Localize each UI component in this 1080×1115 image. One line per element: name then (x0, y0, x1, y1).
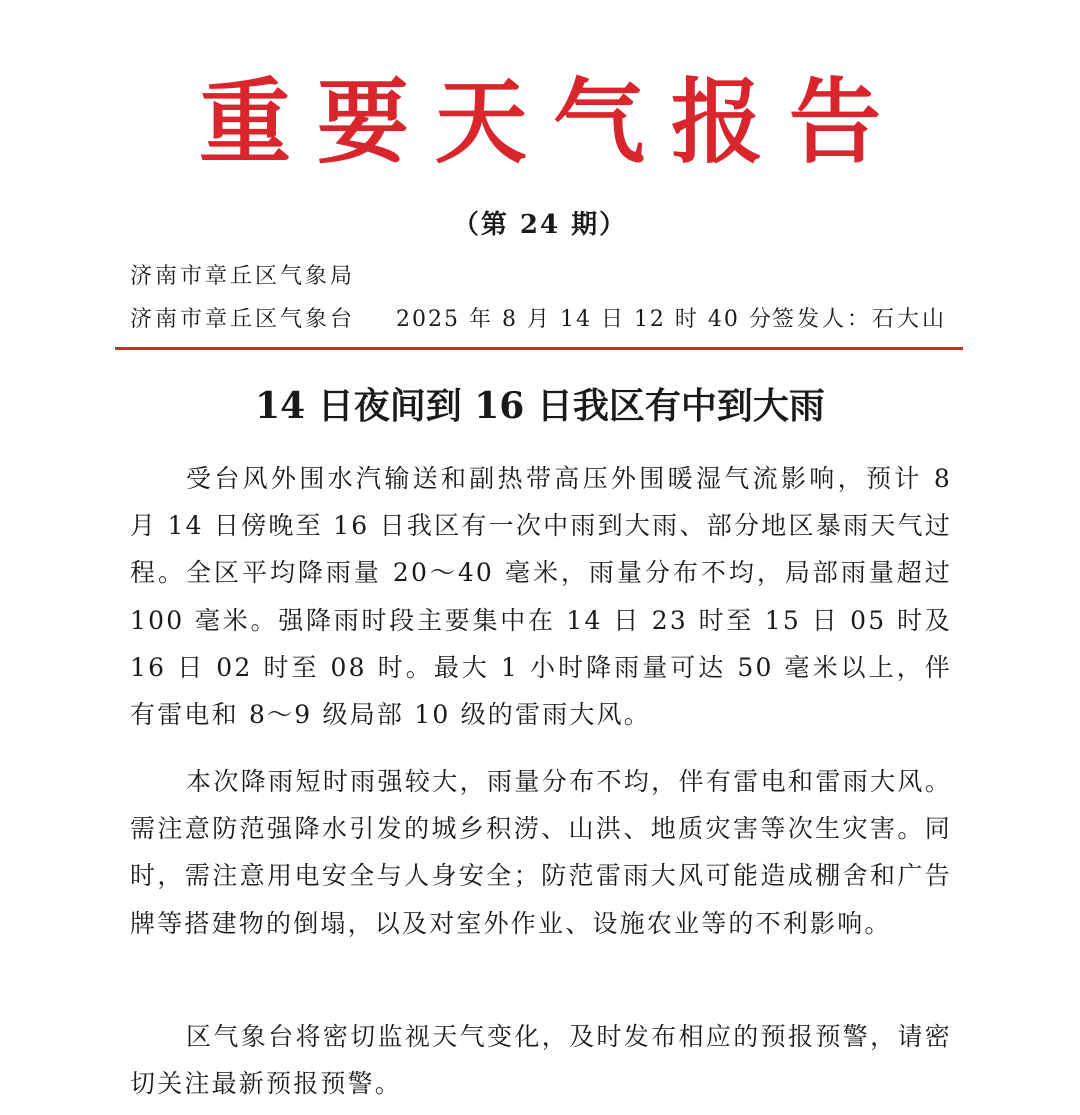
body-paragraph-3: 区气象台将密切监视天气变化，及时发布相应的预报预警，请密切关注最新预报预警。 (130, 1022, 952, 1099)
body-paragraph-2: 本次降雨短时雨强较大，雨量分布不均，伴有雷电和雷雨大风。需注意防范强降水引发的城乡积涝、山洪、地质灾害等次生灾害。同时，需注意用电安全与人身安全；防范雷雨大风可能造成棚舍和广告牌等搭建物的倒塌，以及对室外作业、设施农业等的不利影响。 (130, 767, 952, 938)
issuer-bureau: 济南市章丘区气象局 (130, 264, 356, 289)
signer: 签发人：石大山 (772, 307, 948, 332)
red-divider (115, 347, 963, 350)
issue-number: （第 24 期） (452, 210, 628, 240)
body-paragraph-1: 受台风外围水汽输送和副热带高压外围暖湿气流影响，预计 8 月 14 日傍晚至 16 日我区有一次中雨到大雨、部分地区暴雨天气过程。全区平均降雨量 20～40 毫米，雨量分布不均，局部雨量超过 100 毫米。强降雨时段主要集中在 14 日 23 时至 15 日 05 时及 16 日 02 时至 08 时。最大 1 小时降雨量可达 50 毫米以上，伴有雷电和 8～9 级局部 10 级的雷雨大风。 (130, 464, 952, 730)
issue-date: 2025 年 8 月 14 日 12 时 40 分 (396, 307, 773, 332)
issuer-station: 济南市章丘区气象台 (130, 307, 356, 332)
report-headline: 14 日夜间到 16 日我区有中到大雨 (255, 385, 825, 427)
report-masthead: 重要天气报告 (198, 69, 907, 176)
